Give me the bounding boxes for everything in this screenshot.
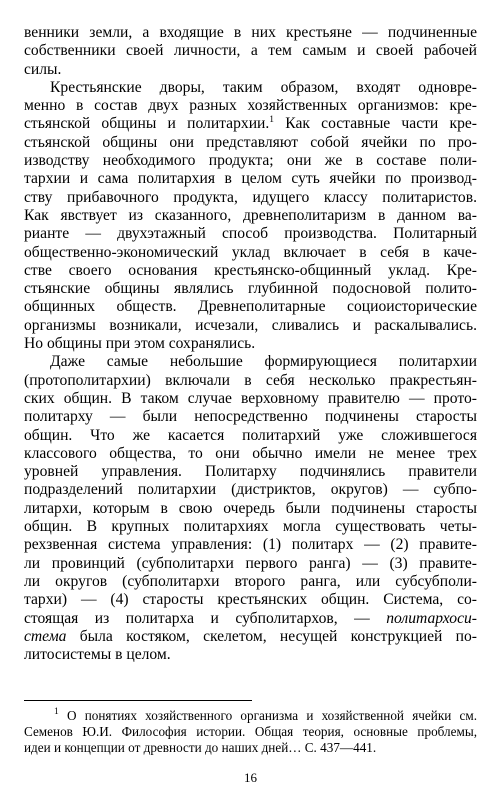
text-line bbox=[24, 628, 477, 646]
text-fragment: О понятиях хозяйственного организма и хозяйственной ячейки см. bbox=[66, 708, 477, 723]
footnote-marker[interactable]: 1 bbox=[269, 115, 275, 126]
text-line: тархии и сама политархия в целом суть ячейки по производ- bbox=[24, 170, 477, 188]
paragraph bbox=[24, 79, 477, 353]
footnote-divider bbox=[24, 700, 252, 701]
text-line: ских общин. В таком случае верховному правителю — прото- bbox=[24, 389, 477, 407]
footnote-line bbox=[24, 708, 477, 724]
text-line: Даже самые небольшие формирующиеся политархии bbox=[50, 353, 477, 371]
body-text bbox=[24, 24, 477, 664]
text-line: литосистемы в целом. bbox=[24, 646, 171, 664]
text-line: литархи, которым в свою очередь были подчинены старосты bbox=[24, 499, 477, 517]
text-line: стьянской общины они представляют собой ячейки по про- bbox=[24, 133, 477, 151]
text-line: рианте — двухэтажный способ производства. Политарный bbox=[24, 225, 477, 243]
footnote bbox=[24, 708, 477, 755]
text-fragment: Как составные части кре- bbox=[285, 115, 477, 133]
footnote-number: 1 bbox=[54, 707, 59, 717]
text-line: менно в состав двух разных хозяйственных организмов: кре- bbox=[24, 97, 477, 115]
text-line bbox=[24, 610, 477, 628]
footnote-line: Семенов Ю.И. Философия истории. Общая теория, основные проблемы, bbox=[24, 723, 477, 739]
text-line: общин. В крупных политархиях могла существовать четы- bbox=[24, 518, 477, 536]
text-line: ли провинций (субполитархи первого ранга) — (3) правите- bbox=[24, 554, 477, 572]
text-line: рехзвенная система управления: (1) политарх — (2) правите- bbox=[24, 536, 477, 554]
text-line: тархи) — (4) старосты крестьянских общин. Система, со- bbox=[24, 591, 477, 609]
text-line: подразделений политархии (дистриктов, округов) — субпо- bbox=[24, 481, 477, 499]
text-line: стве своего основания крестьянско-общинный уклад. Кре- bbox=[24, 261, 477, 279]
italic-term: политархоси- bbox=[386, 609, 477, 627]
text-line: общинных обществ. Древнеполитарные социоисторические bbox=[24, 298, 477, 316]
text-line: венники земли, а входящие в них крестьяне — подчиненные bbox=[24, 24, 477, 41]
text-line: силы. bbox=[24, 60, 62, 78]
text-line: Крестьянские дворы, таким образом, входят одновре- bbox=[50, 78, 477, 96]
text-line: ли округов (субполитархи второго ранга, или субсубполи- bbox=[24, 572, 477, 590]
text-line: Но общины при этом сохранялись. bbox=[24, 335, 256, 353]
text-line: ству прибавочного продукта, идущего классу политаристов. bbox=[24, 188, 477, 206]
text-line: изводству необходимого продукта; они же в составе поли- bbox=[24, 152, 477, 170]
text-fragment: стьянской общины и политархии. bbox=[24, 115, 270, 133]
text-line: Как явствует из сказанного, древнеполитаризм в данном ва- bbox=[24, 206, 477, 224]
page-number: 16 bbox=[244, 770, 257, 785]
text-line: классового общества, то они обычно имели не менее трех bbox=[24, 444, 477, 462]
text-line bbox=[24, 115, 477, 133]
footnote-line: идеи и концепции от древности до наших дней… С. 437—441. bbox=[24, 739, 377, 755]
italic-term: стема bbox=[24, 627, 67, 645]
paragraph bbox=[24, 353, 477, 664]
text-line: уровней управления. Политарху подчинялись правители bbox=[24, 463, 477, 481]
paragraph bbox=[24, 24, 477, 79]
text-line: политарху — были непосредственно подчинены старосты bbox=[24, 408, 477, 426]
text-line: общин. Что же касается политархий уже сложившегося bbox=[24, 426, 477, 444]
text-line: организмы возникали, исчезали, сливались и раскалывались. bbox=[24, 316, 477, 334]
text-line: (протополитархии) включали в себя несколько пракрестьян- bbox=[24, 371, 477, 389]
text-line: стьянские общины являлись глубинной подосновой полито- bbox=[24, 280, 477, 298]
text-line: общественно-экономический уклад включает в себя в каче- bbox=[24, 243, 477, 261]
text-fragment: была костяком, скелетом, несущей конструкцией по- bbox=[79, 627, 477, 645]
text-fragment: стоящая из политарха и субполитархов, — bbox=[24, 609, 370, 627]
text-line: собственники своей личности, а тем самым и своей рабочей bbox=[24, 42, 477, 60]
